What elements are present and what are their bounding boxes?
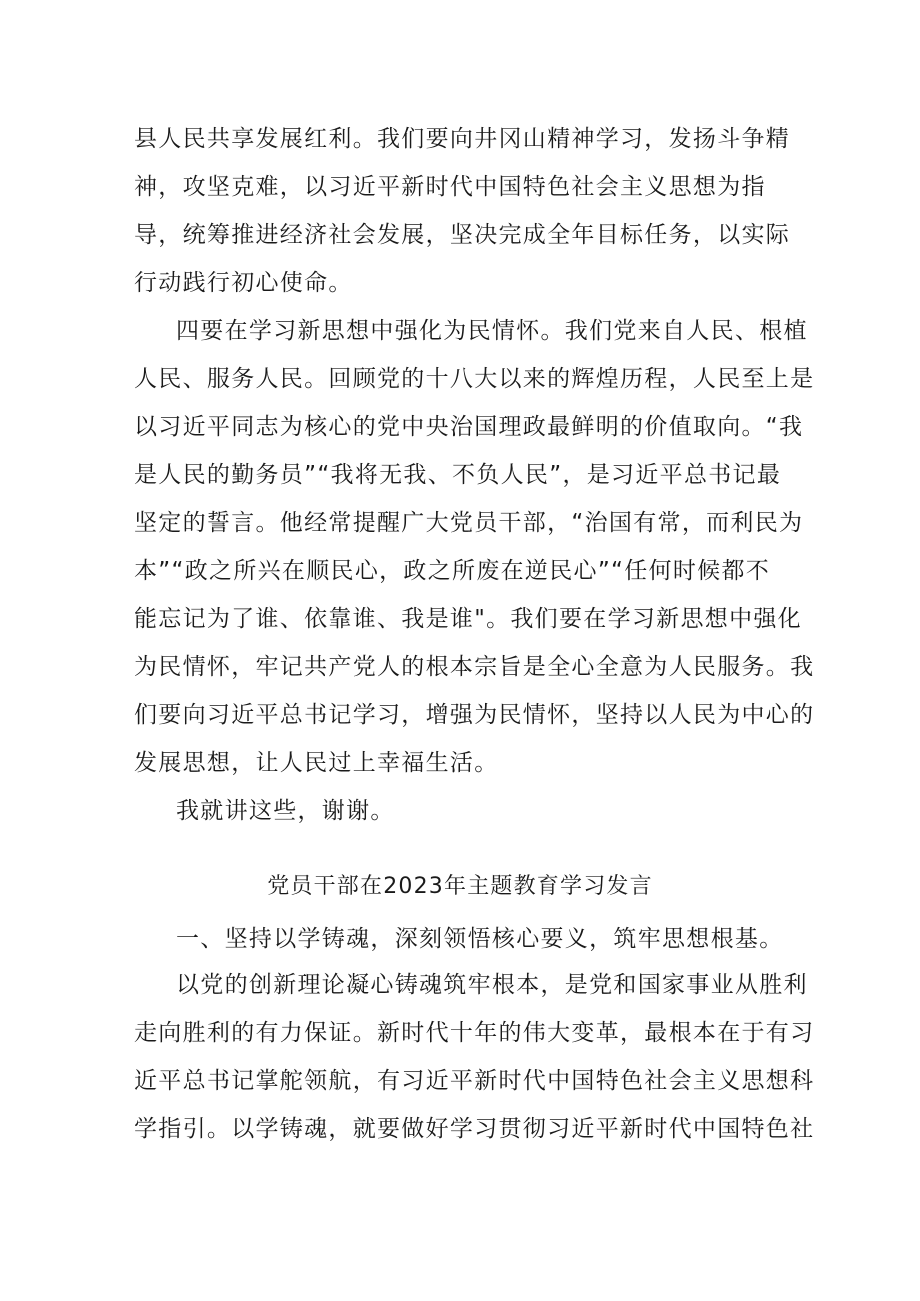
text-line: 以习近平同志为核心的党中央治国理政最鲜明的价值取向。“我	[134, 414, 804, 440]
text-line: 走向胜利的有力保证。新时代十年的伟大变革，最根本在于有习	[134, 1020, 815, 1046]
section-heading: 一、坚持以学铸魂，深刻领悟核心要义，筑牢思想根基。	[176, 926, 784, 952]
text-line: 县人民共享发展红利。我们要向井冈山精神学习，发扬斗争精	[134, 126, 791, 152]
text-line: 为民情怀，牢记共产党人的根本宗旨是全心全意为人民服务。我	[134, 654, 815, 680]
paragraph-first-line: 以党的创新理论凝心铸魂筑牢根本，是党和国家事业从胜利	[176, 972, 808, 998]
text-line: 能忘记为了谁、依靠谁、我是谁"。我们要在学习新思想中强化	[134, 606, 802, 632]
text-line: 是人民的勤务员”“我将无我、不负人民”，是习近平总书记最	[134, 462, 782, 488]
closing-remark: 我就讲这些，谢谢。	[176, 798, 395, 824]
text-line: 们要向习近平总书记学习，增强为民情怀，坚持以人民为中心的	[134, 702, 815, 728]
paragraph-first-line: 四要在学习新思想中强化为民情怀。我们党来自人民、根植	[176, 318, 808, 344]
text-line: 坚定的誓言。他经常提醒广大党员干部，“治国有常，而利民为	[134, 510, 804, 536]
text-line: 导，统筹推进经济社会发展，坚决完成全年目标任务，以实际	[134, 222, 791, 248]
text-line: 人民、服务人民。回顾党的十八大以来的辉煌历程，人民至上是	[134, 366, 815, 392]
text-line: 发展思想，让人民过上幸福生活。	[134, 750, 499, 776]
text-line: 本”“政之所兴在顺民心，政之所废在逆民心”“任何时候都不	[134, 558, 771, 584]
text-line: 行动践行初心使命。	[134, 270, 353, 296]
text-line: 近平总书记掌舵领航，有习近平新时代中国特色社会主义思想科	[134, 1068, 815, 1094]
text-line: 学指引。以学铸魂，就要做好学习贯彻习近平新时代中国特色社	[134, 1116, 815, 1142]
document-title: 党员干部在2023年主题教育学习发言	[267, 874, 653, 899]
text-line: 神，攻坚克难，以习近平新时代中国特色社会主义思想为指	[134, 174, 766, 200]
